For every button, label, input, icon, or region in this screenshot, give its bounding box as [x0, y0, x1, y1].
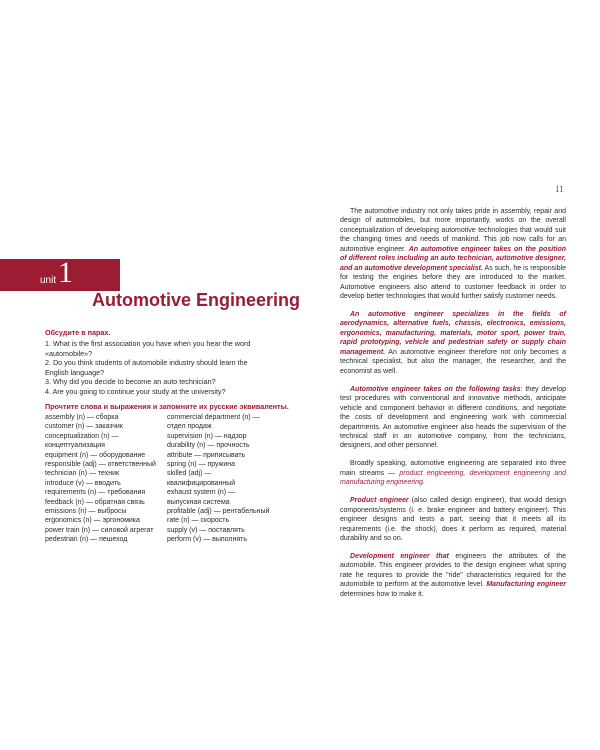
article-body: [340, 207, 566, 608]
vocab-entry: отдел продаж: [167, 423, 212, 431]
article-paragraph: [340, 207, 566, 302]
vocab-entry: ergonomics (n) — эргономика: [45, 517, 140, 525]
paragraph-text: Broadly speaking, automotive engineering are separated into three main streams —: [340, 460, 566, 477]
vocab-entry: introduce (v) — вводить: [45, 479, 121, 487]
vocab-entry: customer (n) — заказчик: [45, 423, 123, 431]
vocab-entry: rate (n) — скорость: [167, 517, 230, 525]
paragraph-text: : they develop test procedures with conventional and innovative methods, anticipate vehicle and component behavior in different conditions, and negotiate the costs of development and engineering work with commercial departments. An automotive engineer also heads the supervision of the technical staff in an automotive company, from the technicians, designers, and other personnel.: [340, 385, 566, 450]
discuss-heading: Обсудите в парах.: [45, 328, 111, 337]
vocab-entry: responsible (adj) — ответственный: [45, 461, 156, 469]
highlighted-text: Automotive engineer takes on the following tasks: [350, 385, 521, 393]
vocab-entry: квалифицированный: [167, 479, 236, 487]
vocab-entry: attribute — приписывать: [167, 451, 246, 459]
question-item: 4. Are you going to continue your study at the university?: [45, 386, 226, 396]
article-paragraph: [340, 385, 566, 451]
highlighted-text: Development engineer that: [350, 553, 449, 560]
unit-banner: [0, 256, 120, 291]
vocab-entry: perform (v) — выполнять: [167, 536, 247, 544]
vocab-entry: emissions (n) — выбросы: [45, 508, 127, 516]
page-number: 11: [555, 184, 564, 194]
vocab-entry: feedback (n) — обратная связь: [45, 498, 145, 506]
paragraph-text: (also called design engineer), that would design components/systems (i. e. brake engineer and battery engineer). This engineer designs and tests a part, seeing that it meets all its requirements (i.e. the shock), does it perform as required, material durability and so on.: [340, 497, 566, 543]
paragraph-text: engineers the attributes of the automobile. This engineer provides to the design engineer what spring rate he requires to provide the "ride" characteristics required for the automobile to perform at the automotive level.: [340, 553, 566, 589]
vocab-entry: pedestrian (n) — пешеход: [45, 536, 128, 544]
vocabulary-right-column: [167, 413, 285, 545]
vocabulary-left-column: [45, 413, 163, 545]
highlighted-text: Product engineer: [350, 497, 409, 505]
italic-text: product engineering, development engineering and manufacturing engineering.: [340, 469, 566, 487]
question-item: 2. Do you think students of automobile industry should learn the English language?: [45, 358, 248, 377]
vocabulary-heading: Прочтите слова и выражения и запомните их русские эквиваленты.: [45, 402, 289, 411]
vocab-entry: supervision (n) — надзор: [167, 432, 247, 440]
unit-label: unit: [40, 275, 57, 286]
highlighted-text: An automotive engineer takes on the position of different roles including an auto technician, automotive designer, and an automotive development specialist.: [340, 245, 566, 272]
vocab-entry: power train (n) — силовой агрегат: [45, 526, 154, 534]
paragraph-text: An automotive engineer therefore not only becomes a technical specialist, but also the manager, the researcher, and the economist as well.: [340, 348, 566, 375]
vocab-entry: supply (v) — поставлять: [167, 526, 245, 534]
vocab-entry: technician (n) — техник: [45, 470, 120, 478]
vocab-entry: equipment (n) — оборудование: [45, 451, 146, 459]
vocab-entry: profitable (adj) — рентабельный: [167, 508, 270, 516]
highlighted-text: An automotive engineer specializes in the fields of aerodynamics, alternative fuels, chassis, electronics, emissions, ergonomics, manufacturing, materials, motor sport, power train, rapid prototyping, vehicle and pedestrian safety or supply chain management.: [340, 311, 566, 356]
paragraph-text: The automotive industry not only takes pride in assembly, repair and design of automobiles, but more importantly, works on the overall conceptualization of developing automotive technologies that would suit the changing times and needs of mankind. This job now calls for an automotive engineer.: [340, 208, 566, 253]
page-title: Automotive Engineering: [92, 290, 301, 310]
vocab-entry: концептуализация: [45, 442, 105, 450]
paragraph-text: As such, he is responsible for testing the engines before they are introduced to the market. Automotive engineers also attend to customer feedback in order to develop better technologies that would further satisfy customer needs.: [340, 264, 566, 301]
vocab-entry: assembly (n) — сборка: [45, 414, 119, 421]
highlighted-text: Manufacturing engineer: [486, 581, 567, 589]
article-paragraph: [340, 552, 566, 599]
article-paragraph: [340, 496, 566, 543]
article-paragraph: [340, 459, 566, 487]
vocab-entry: skilled (adj) —: [167, 470, 212, 478]
question-list: [45, 339, 273, 397]
vocab-entry: requirements (n) — требования: [45, 489, 146, 497]
unit-number: 1: [58, 256, 73, 289]
vocab-entry: conceptualization (n) —: [45, 432, 119, 440]
article-paragraph: [340, 310, 566, 376]
vocab-entry: spring (n) — пружина: [167, 461, 235, 469]
vocab-entry: exhaust system (n) —: [167, 489, 236, 497]
vocab-entry: выпускная система: [167, 498, 230, 506]
question-item: 1. What is the first association you have when you hear the word «automobile»?: [45, 339, 251, 358]
vocab-entry: durability (n) — прочность: [167, 442, 250, 450]
paragraph-text: determines how to make it.: [340, 590, 424, 598]
vocab-entry: commercial department (n) —: [167, 414, 260, 421]
question-item: 3. Why did you decide to become an auto technician?: [45, 377, 216, 387]
